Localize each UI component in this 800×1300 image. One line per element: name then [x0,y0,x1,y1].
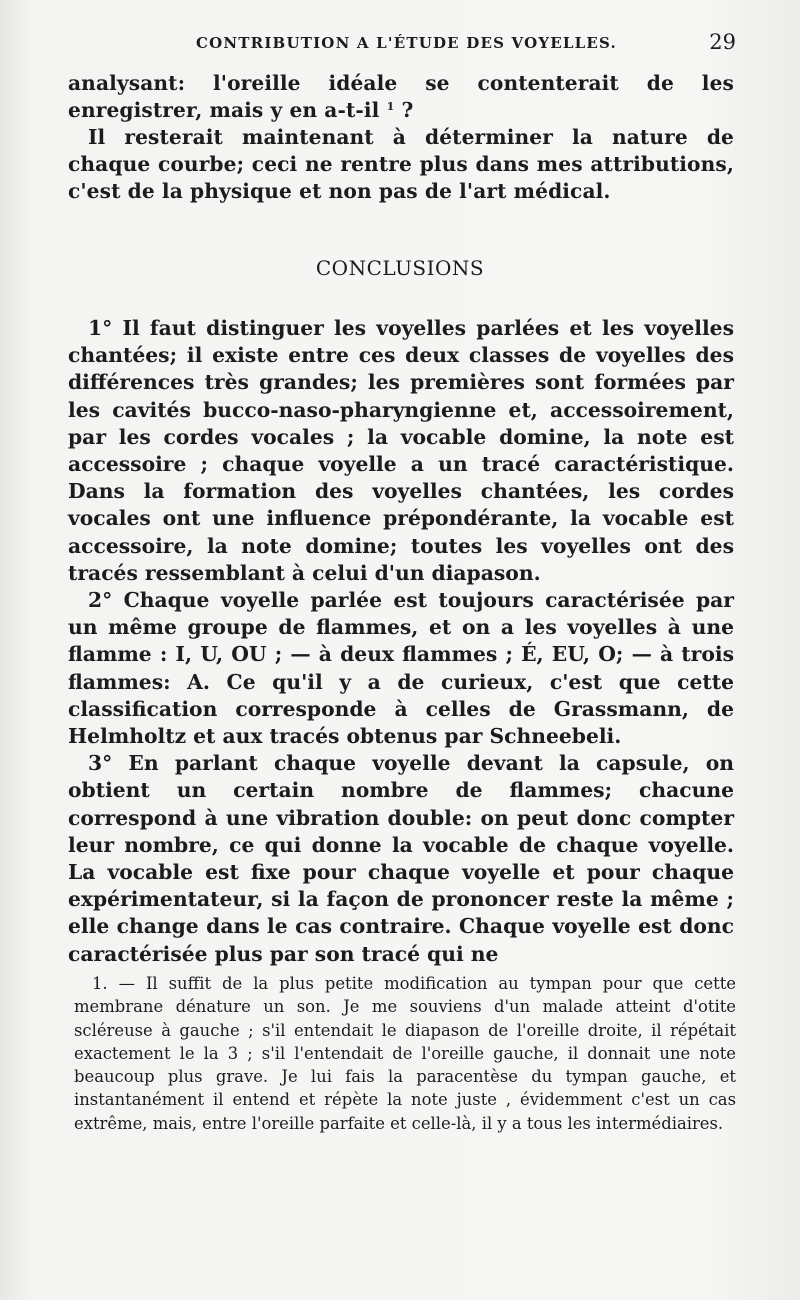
page-number: 29 [709,30,736,54]
conclusions-heading: CONCLUSIONS [315,256,485,280]
conclusion-paragraph-3: 3° En parlant chaque voyelle devant la capsule, on obtient un certain nombre de flammes; chacune correspond à une vibration double: on peut donc compter leur nombre, ce qui donne la vocable de chaque voyelle. La vocable est fixe pour chaque voyelle et pour chaque expérimentateur, si la façon de prononcer reste la même ; elle change dans le cas contraire. Chaque voyelle est donc caractérisée plus par son tracé qui ne [68,751,734,966]
running-title: CONTRIBUTION A L'ÉTUDE DES VOYELLES. [196,34,617,52]
footnote [74,972,736,1135]
intro-text [68,70,734,205]
footnote-text: 1. — Il suffit de la plus petite modification au tympan pour que cette membrane dénature un son. Je me souviens d'un malade atteint d'otite scléreuse à gauche ; s'il entendait le diapason de l'oreille droite, il répétait exactement le la 3 ; s'il l'entendait de l'oreille gauche, il donnait une note beaucoup plus grave. Je lui fais la paracentèse du tympan gauche, et instantanément il entend et répète la note juste , évidemment c'est un cas extrême, mais, entre l'oreille parfaite et celle-là, il y a tous les intermédiaires. [74,974,736,1133]
intro-line-2: mais y en a-t-il $^1$ ? [209,98,414,122]
page-header [68,30,736,60]
intro-line-1: analysant: l'oreille idéale se contenterait de les enregistrer, mais y en a-t-il $^1$ ? [68,71,734,122]
footnote-marker: 1 [386,100,395,113]
conclusion-paragraph-2: 2° Chaque voyelle parlée est toujours caractérisée par un même groupe de flammes, et on a les voyelles à une flamme : I, U, OU ; — à deux flammes ; É, EU, O; — à trois flammes: A. Ce qu'il y a de curieux, c'est que cette classification corresponde à celles de Grassmann, de Helmholtz et aux tracés obtenus par Schneebeli. [68,588,734,749]
conclusions-body [68,315,734,968]
intro-paragraph-2: Il resterait maintenant à déterminer la nature de chaque courbe; ceci ne rentre plus dans mes attributions, c'est de la physique et non pas de l'art médical. [68,125,734,203]
conclusion-paragraph-1: 1° Il faut distinguer les voyelles parlées et les voyelles chantées; il existe entre ces deux classes de voyelles des différences très grandes; les premières sont formées par les cavités bucco-naso-pharyngienne et, accessoirement, par les cordes vocales ; la vocable domine, la note est accessoire ; chaque voyelle a un tracé caractéristique. Dans la formation des voyelles chantées, les cordes vocales ont une influence prépondérante, la vocable est accessoire, la note domine; toutes les voyelles ont des tracés ressemblant à celui d'un diapason. [68,316,734,585]
